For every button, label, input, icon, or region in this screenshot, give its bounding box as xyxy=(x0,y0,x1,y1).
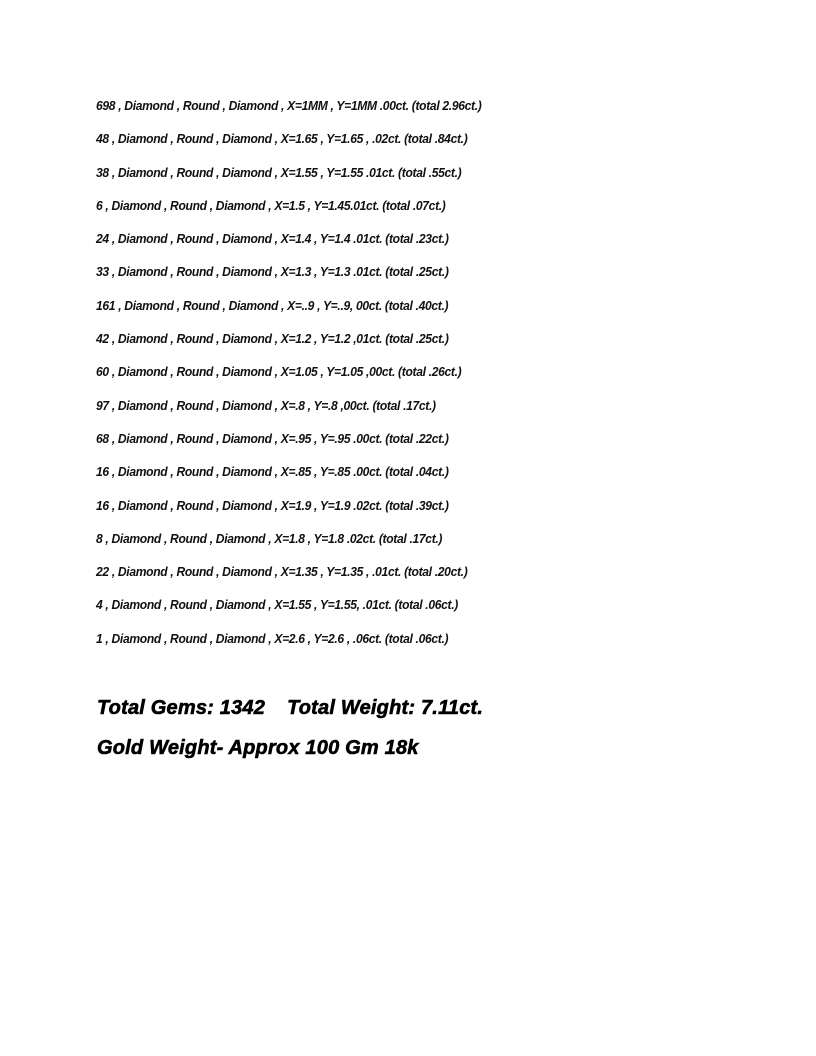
gem-list xyxy=(96,96,510,662)
totals-line xyxy=(97,697,483,720)
gem-line: 698 , Diamond , Round , Diamond , X=1MM , Y=1MM .00ct. (total 2.96ct.) xyxy=(96,98,482,113)
total-weight: Total Weight: 7.11ct. xyxy=(287,697,484,719)
gem-line: 16 , Diamond , Round , Diamond , X=.85 , Y=.85 .00ct. (total .04ct.) xyxy=(96,464,449,480)
gem-line: 42 , Diamond , Round , Diamond , X=1.2 , Y=1.2 ,01ct. (total .25ct.) xyxy=(96,331,449,347)
gold-weight: Gold Weight- Approx 100 Gm 18k xyxy=(97,737,419,759)
gem-line: 38 , Diamond , Round , Diamond , X=1.55 , Y=1.55 .01ct. (total .55ct.) xyxy=(96,164,462,180)
gem-line: 33 , Diamond , Round , Diamond , X=1.3 , Y=1.3 .01ct. (total .25ct.) xyxy=(96,264,449,280)
gem-line: 97 , Diamond , Round , Diamond , X=.8 , Y=.8 ,00ct. (total .17ct.) xyxy=(96,397,436,413)
gem-line: 1 , Diamond , Round , Diamond , X=2.6 , Y=2.6 , .06ct. (total .06ct.) xyxy=(96,630,449,646)
gem-line: 4 , Diamond , Round , Diamond , X=1.55 , Y=1.55, .01ct. (total .06ct.) xyxy=(96,597,458,613)
gem-line: 16 , Diamond , Round , Diamond , X=1.9 , Y=1.9 .02ct. (total .39ct.) xyxy=(96,497,449,513)
gem-line: 161 , Diamond , Round , Diamond , X=..9 , Y=..9, 00ct. (total .40ct.) xyxy=(96,297,449,313)
gem-line: 6 , Diamond , Round , Diamond , X=1.5 , Y=1.45.01ct. (total .07ct.) xyxy=(96,197,446,213)
total-gems: Total Gems: 1342 xyxy=(97,697,266,719)
gem-line: 22 , Diamond , Round , Diamond , X=1.35 , Y=1.35 , .01ct. (total .20ct.) xyxy=(96,564,468,580)
gem-line: 48 , Diamond , Round , Diamond , X=1.65 , Y=1.65 , .02ct. (total .84ct.) xyxy=(96,131,468,147)
gem-line: 8 , Diamond , Round , Diamond , X=1.8 , Y=1.8 .02ct. (total .17ct.) xyxy=(96,530,443,546)
gem-line: 24 , Diamond , Round , Diamond , X=1.4 , Y=1.4 .01ct. (total .23ct.) xyxy=(96,231,449,247)
gem-line: 68 , Diamond , Round , Diamond , X=.95 , Y=.95 .00ct. (total .22ct.) xyxy=(96,430,449,446)
gem-line: 60 , Diamond , Round , Diamond , X=1.05 , Y=1.05 ,00ct. (total .26ct.) xyxy=(96,364,462,380)
